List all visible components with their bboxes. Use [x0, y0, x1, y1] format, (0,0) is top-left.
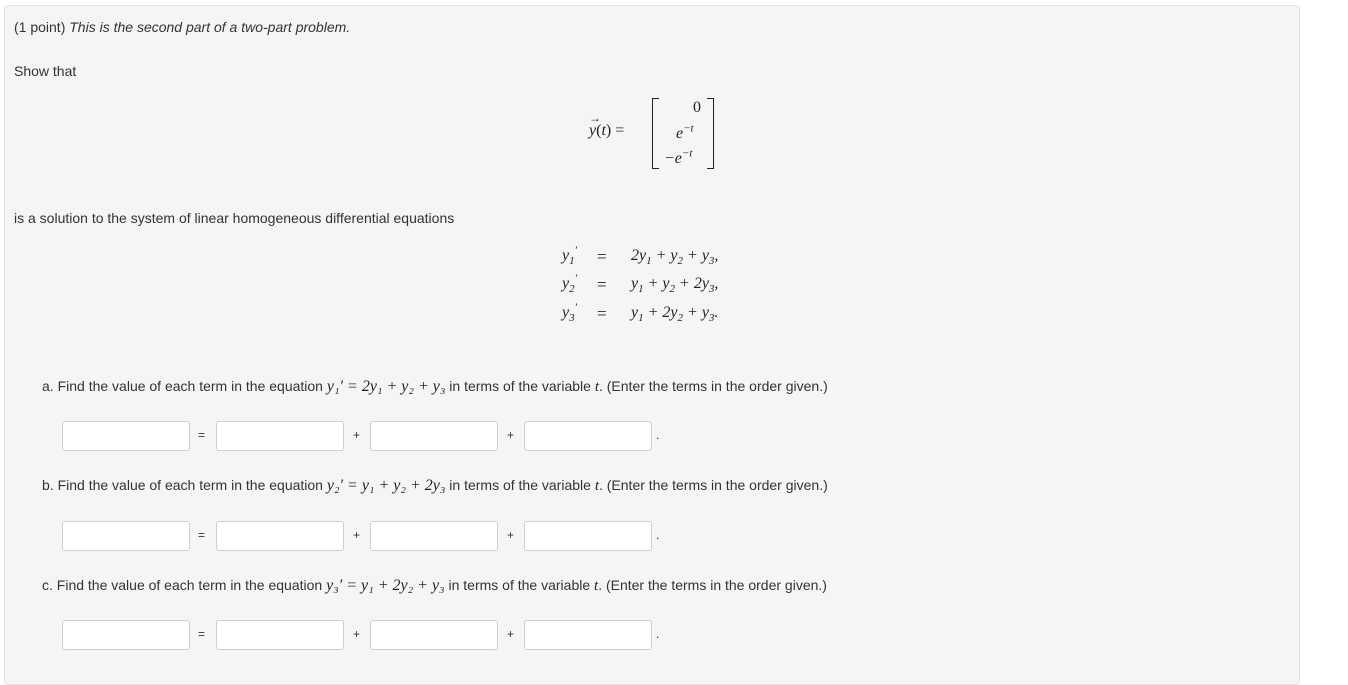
- vector-entry-1: $e^{-t}$: [676, 122, 694, 142]
- part-c-prompt: c. Find the value of each term in the equation y₃′ = y₁ + 2y₂ + y₃ in terms of the variable t. (Enter the terms in the order given.): [42, 577, 827, 594]
- intro-text: This is the second part of a two-part problem.: [69, 19, 351, 35]
- part-a-period: .: [656, 428, 660, 442]
- part-b-equals: =: [198, 528, 206, 542]
- part-b-period: .: [656, 528, 660, 542]
- part-a-term-2-input[interactable]: [370, 421, 498, 451]
- system-rhs-2: $y_1 + y_2 + 2y_3$,: [631, 275, 719, 296]
- vector-lhs: y → (t) =: [589, 111, 625, 139]
- part-a-term-lhs-input[interactable]: [62, 421, 190, 451]
- part-b-prompt: b. Find the value of each term in the equation y₂′ = y₁ + y₂ + 2y₃ in terms of the variable t. (Enter the terms in the order given.): [42, 477, 828, 494]
- part-b-plus-2: +: [507, 528, 515, 542]
- vector-y-symbol: y →: [589, 111, 601, 139]
- system-lhs-2: $y_2'$: [562, 272, 578, 296]
- part-a-term-1-input[interactable]: [216, 421, 344, 451]
- system-rhs-3: $y_1 + 2y_2 + y_3$.: [631, 304, 719, 325]
- part-c-equals: =: [198, 627, 206, 641]
- right-bracket: [707, 98, 714, 169]
- vector-entry-0: 0: [693, 99, 701, 116]
- left-bracket: [652, 98, 659, 169]
- part-c-term-lhs-input[interactable]: [62, 620, 190, 650]
- system-lhs-1: $y_1'$: [562, 244, 578, 268]
- system-eq-1: =: [597, 247, 607, 266]
- part-a-plus-1: +: [353, 428, 361, 442]
- system-eq-2: =: [597, 275, 607, 294]
- problem-header: [14, 19, 350, 35]
- solution-text: is a solution to the system of linear homogeneous differential equations: [14, 210, 455, 226]
- part-c-period: .: [656, 627, 660, 641]
- part-b-term-lhs-input[interactable]: [62, 521, 190, 551]
- points-label: (1 point): [14, 19, 66, 35]
- show-that-text: Show that: [14, 63, 77, 79]
- part-a-plus-2: +: [507, 428, 515, 442]
- system-rhs-1: $2y_1 + y_2 + y_3$,: [631, 247, 719, 268]
- vector-entry-2: $-e^{-t}$: [664, 147, 693, 167]
- part-c-plus-2: +: [507, 627, 515, 641]
- part-a-prompt: a. Find the value of each term in the equation y₁′ = 2y₁ + y₂ + y₃ in terms of the variable t. (Enter the terms in the order given.): [42, 378, 828, 395]
- part-b-plus-1: +: [353, 528, 361, 542]
- part-c-plus-1: +: [353, 627, 361, 641]
- part-c-term-1-input[interactable]: [216, 620, 344, 650]
- part-a-term-3-input[interactable]: [524, 421, 652, 451]
- part-c-term-3-input[interactable]: [524, 620, 652, 650]
- part-b-term-1-input[interactable]: [216, 521, 344, 551]
- part-c-term-2-input[interactable]: [370, 620, 498, 650]
- system-eq-3: =: [597, 304, 607, 323]
- part-b-term-3-input[interactable]: [524, 521, 652, 551]
- part-b-term-2-input[interactable]: [370, 521, 498, 551]
- part-a-equals: =: [198, 428, 206, 442]
- system-lhs-3: $y_3'$: [562, 301, 578, 325]
